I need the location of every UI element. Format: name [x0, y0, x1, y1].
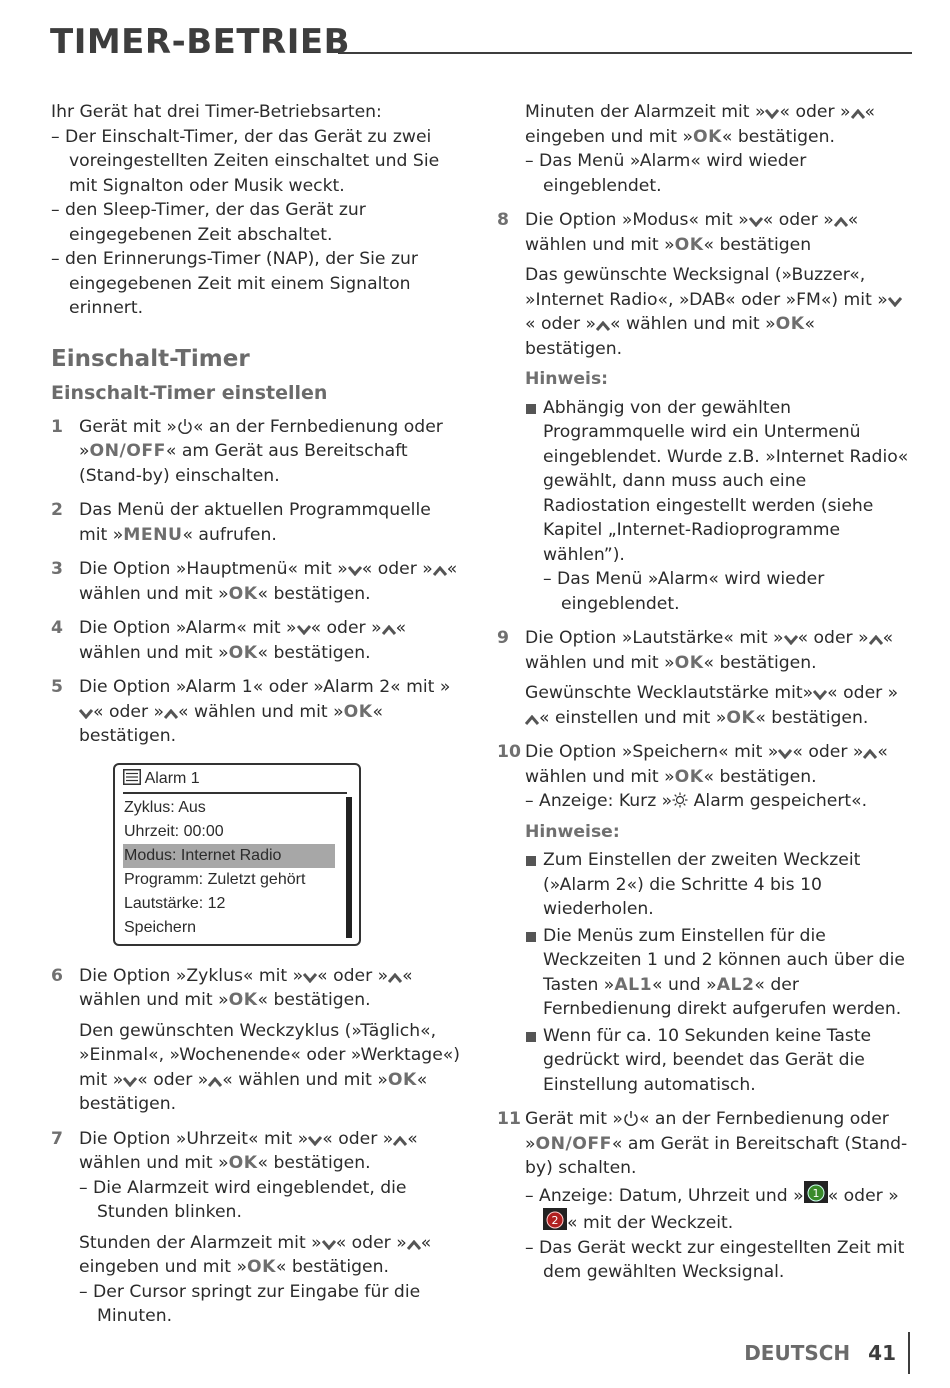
- menu-key: MENU: [123, 524, 183, 545]
- ok-key: OK: [228, 1153, 258, 1173]
- up-arrow-icon: [525, 715, 539, 725]
- up-arrow-icon: [869, 635, 883, 645]
- hint-subnote: – Das Menü »Alarm« wird wieder eingeblendet.: [543, 569, 825, 614]
- al2-key: AL2: [716, 974, 755, 995]
- step-number: 8: [497, 210, 509, 230]
- alarm-menu-display: [113, 763, 361, 946]
- right-column: [497, 100, 912, 1295]
- page-title: TIMER-BETRIEB: [50, 22, 350, 62]
- ok-key: OK: [775, 314, 805, 334]
- al1-key: AL1: [614, 974, 653, 995]
- hint-heading: Hinweise:: [525, 821, 620, 842]
- down-arrow-icon: [348, 566, 362, 576]
- up-arrow-icon: [208, 1077, 222, 1087]
- page-footer: [744, 1332, 910, 1374]
- alarm1-icon: [804, 1181, 828, 1203]
- display-scrollbar[interactable]: [346, 797, 352, 938]
- intro-item: – den Sleep-Timer, der das Gerät zur eingegebenen Zeit abschaltet.: [51, 200, 366, 245]
- step-5: 5 Die Option »Alarm 1« oder »Alarm 2« mit »« oder » « wählen und mit »OK« bestätigen.: [51, 677, 451, 746]
- up-arrow-icon: [834, 217, 848, 227]
- down-arrow-icon: [888, 297, 902, 307]
- down-arrow-icon: [297, 625, 311, 635]
- on-off-key: ON/OFF: [89, 441, 166, 461]
- hint-bullet: Zum Einstellen der zweiten Weckzeit (»Alarm 2«) die Schritte 4 bis 10 wiederholen.: [525, 848, 912, 922]
- subsection-heading: Einschalt-Timer einstellen: [51, 381, 328, 404]
- page-header: [50, 16, 912, 76]
- step-number: 9: [497, 628, 509, 648]
- ok-key: OK: [726, 707, 756, 728]
- step-number: 3: [51, 559, 63, 579]
- down-arrow-icon: [778, 749, 792, 759]
- up-arrow-icon: [851, 109, 865, 119]
- svg-text:1: 1: [812, 1186, 820, 1200]
- step-11: 11 Gerät mit » « an der Fernbedienung oder »ON/OFF« am Gerät in Bereitschaft (Stand-by) schalten. – Anzeige: Datum, Uhrzeit und » 1 « oder » 2 « mit der Weckzeit. – Das Gerät weckt zur eingestellten Zeit mit dem gewählten Wecksignal.: [497, 1107, 912, 1285]
- alarm2-icon: [543, 1208, 567, 1230]
- step-10: 10 Die Option »Speichern« mit » « oder » « wählen und mit »OK« bestätigen. – Anzeige: Kurz » Alarm gespeichert«. Hinweise: Zum Einstellen der zweiten Weckzeit (»Alarm 2«) die Schritte 4 bis 10 wiederholen. Die Menüs zum Einstellen für die Weckzeiten 1 und 2 können auch über die Tasten »AL1« und »AL2« der Fernbedienung direkt aufgerufen werden. Wenn für ca. 10 Sekunden keine Taste gedrückt wird, beendet das Gerät die Einstellung automatisch.: [497, 740, 912, 1097]
- up-arrow-icon: [433, 566, 447, 576]
- down-arrow-icon: [308, 1136, 322, 1146]
- ok-key: OK: [387, 1069, 417, 1090]
- down-arrow-icon: [303, 973, 317, 983]
- step-8: 8 Die Option »Modus« mit » « oder » « wählen und mit »OK« bestätigen Das gewünschte Wecksignal (»Buzzer«, »Internet Radio«, »DAB« oder »FM«) mit »« oder » « wählen und mit »OK« bestätigen. Hinweis: Abhängig von der gewählten Programmquelle wird ein Untermenü eingeblendet. Wurde z.B. »Internet Radio« gewählt, dann muss auch eine Radiostation eingestellt werden (siehe Kapitel „Internet-Radioprogramme wählen”). – Das Menü »Alarm« wird wieder eingeblendet.: [497, 208, 912, 616]
- down-arrow-icon: [749, 217, 763, 227]
- ok-key: OK: [228, 642, 258, 663]
- step-6: 6 Die Option »Zyklus« mit » « oder » « wählen und mit »OK« bestätigen. Den gewünschten Weckzyklus (»Täglich«, »Einmal«, »Wochenende« oder »Werktage«) mit » « oder » « wählen und mit »OK« bestätigen.: [51, 965, 461, 1114]
- title-rule: [338, 52, 912, 54]
- down-arrow-icon: [123, 1077, 137, 1087]
- hint-bullet: Die Menüs zum Einstellen für die Weckzeiten 1 und 2 können auch über die Tasten »AL1« und »AL2« der Fernbedienung direkt aufgerufen werden.: [525, 924, 912, 1022]
- sun-icon: [672, 792, 688, 808]
- ok-key: OK: [692, 126, 722, 147]
- page-number: 41: [868, 1332, 910, 1374]
- language-label: DEUTSCH: [744, 1341, 851, 1365]
- down-arrow-icon: [765, 109, 779, 119]
- up-arrow-icon: [382, 625, 396, 635]
- menu-row[interactable]: Zyklus: Aus: [124, 798, 206, 816]
- intro-item: – den Erinnerungs-Timer (NAP), der Sie zur eingegebenen Zeit mit einem Signalton erinnert.: [51, 249, 418, 318]
- svg-text:2: 2: [551, 1214, 559, 1227]
- ok-key: OK: [343, 701, 373, 722]
- display-title-bar: [123, 767, 347, 794]
- ok-key: OK: [674, 652, 704, 673]
- step-note: – Der Cursor springt zur Eingabe für die Minuten.: [79, 1281, 421, 1326]
- step-number: 10: [497, 742, 521, 762]
- step-number: 1: [51, 416, 63, 437]
- hint-heading: Hinweis:: [525, 369, 609, 389]
- step-number: 4: [51, 618, 63, 638]
- menu-row[interactable]: Lautstärke: 12: [124, 894, 226, 912]
- menu-row[interactable]: Uhrzeit: 00:00: [124, 822, 224, 840]
- down-arrow-icon: [322, 1240, 336, 1250]
- hint-bullet: Abhängig von der gewählten Programmquelle wird ein Untermenü eingeblendet. Wurde z.B. »Internet Radio« gewählt, dann muss auch eine Radiostation eingestellt werden (siehe Kapitel „Internet-Radioprogramme wählen”).: [525, 396, 912, 568]
- down-arrow-icon: [813, 690, 827, 700]
- power-icon: [623, 1110, 639, 1126]
- ok-key: OK: [674, 234, 704, 255]
- menu-row[interactable]: Speichern: [124, 918, 197, 936]
- intro-item: – Der Einschalt-Timer, der das Gerät zu zwei voreingestellten Zeiten einschaltet und Sie mit Signalton oder Musik weckt.: [51, 126, 440, 196]
- section-heading: Einschalt-Timer: [51, 345, 250, 372]
- display-title: Alarm 1: [144, 769, 200, 787]
- step-9: 9 Die Option »Lautstärke« mit » « oder » « wählen und mit »OK« bestätigen. Gewünschte Wecklautstärke mit» « oder »« einstellen und mit »OK« bestätigen.: [497, 628, 899, 728]
- step-2: 2 Das Menü der aktuellen Programmquelle mit »MENU« aufrufen.: [51, 500, 431, 545]
- step-number: 5: [51, 677, 63, 697]
- up-arrow-icon: [863, 749, 877, 759]
- menu-row[interactable]: Programm: Zuletzt gehört: [124, 870, 306, 888]
- step-7-continued: Minuten der Alarmzeit mit » « oder » « eingeben und mit »OK« bestätigen. – Das Menü »Alarm« wird wieder eingeblendet.: [497, 100, 912, 198]
- step-note: – Das Gerät weckt zur eingestellten Zeit mit dem gewählten Wecksignal.: [525, 1237, 905, 1282]
- up-arrow-icon: [393, 1136, 407, 1146]
- on-off-key: ON/OFF: [535, 1133, 612, 1154]
- step-number: 6: [51, 965, 63, 986]
- step-4: 4 Die Option »Alarm« mit » « oder » « wählen und mit »OK« bestätigen.: [51, 618, 407, 663]
- left-column: [51, 100, 461, 1339]
- step-1: 1 Gerät mit » « an der Fernbedienung oder »ON/OFF« am Gerät aus Bereitschaft (Stand-by) einschalten.: [51, 416, 443, 486]
- power-icon: [177, 418, 193, 434]
- step-number: 2: [51, 500, 63, 520]
- up-arrow-icon: [388, 973, 402, 983]
- step-note: – Das Menü »Alarm« wird wieder eingeblendet.: [525, 151, 807, 196]
- down-arrow-icon: [79, 709, 93, 719]
- hint-bullet: Wenn für ca. 10 Sekunden keine Taste gedrückt wird, beendet das Gerät die Einstellung automatisch.: [525, 1024, 912, 1098]
- step-3: 3 Die Option »Hauptmenü« mit » « oder » « wählen und mit »OK« bestätigen.: [51, 559, 458, 604]
- intro-lead: Ihr Gerät hat drei Timer-Betriebsarten:: [51, 102, 382, 122]
- up-arrow-icon: [407, 1240, 421, 1250]
- menu-row-selected[interactable]: Modus: Internet Radio: [123, 844, 335, 868]
- menu-list-icon: [123, 769, 141, 785]
- up-arrow-icon: [596, 321, 610, 331]
- ok-key: OK: [228, 990, 258, 1010]
- step-number: 11: [497, 1109, 521, 1129]
- up-arrow-icon: [164, 709, 178, 719]
- ok-key: OK: [228, 583, 258, 604]
- step-note: – Die Alarmzeit wird eingeblendet, die Stunden blinken.: [79, 1177, 407, 1222]
- step-7: 7 Die Option »Uhrzeit« mit » « oder » « wählen und mit »OK« bestätigen. – Die Alarmzeit wird eingeblendet, die Stunden blinken. Stunden der Alarmzeit mit » « oder » « eingeben und mit »OK« bestätigen. – Der Cursor springt zur Eingabe für die Minuten.: [51, 1127, 461, 1329]
- ok-key: OK: [246, 1257, 276, 1277]
- step-number: 7: [51, 1128, 63, 1149]
- ok-key: OK: [674, 766, 704, 787]
- down-arrow-icon: [784, 635, 798, 645]
